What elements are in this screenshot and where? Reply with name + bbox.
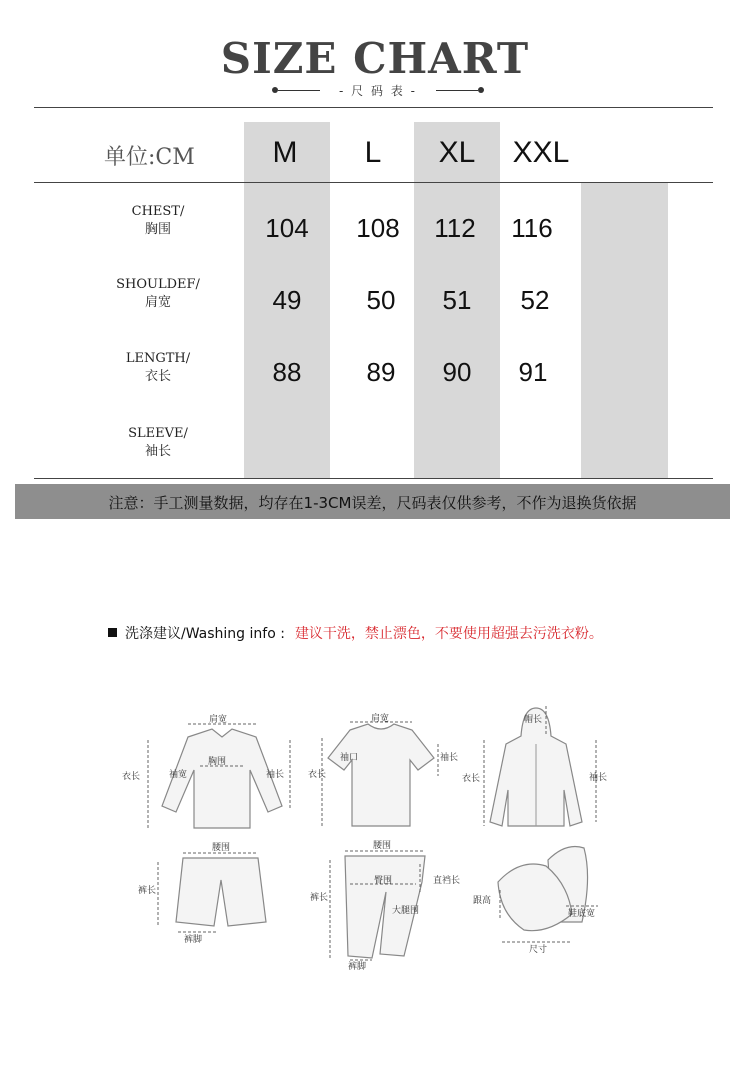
shoes-diagram xyxy=(473,847,598,956)
row-label-cn: 衣长 xyxy=(144,369,171,384)
size-header-m: M xyxy=(272,136,298,169)
hoodie-diagram xyxy=(462,706,607,826)
diagram-label: 裤长 xyxy=(138,886,157,896)
diagram-label: 腰围 xyxy=(212,843,231,853)
measurement-note: 注意：手工测量数据，均存在1-3CM误差，尺码表仅供参考，不作为退换货依据 xyxy=(108,494,637,512)
row-label-en: LENGTH/ xyxy=(125,351,191,366)
shorts-icon xyxy=(176,858,266,926)
table-cell: 89 xyxy=(366,357,396,387)
diagram-label: 帽长 xyxy=(524,715,543,725)
page-subtitle: - 尺 码 表 - xyxy=(339,84,417,98)
diagram-label: 裤长 xyxy=(310,893,329,903)
diagram-label: 肩宽 xyxy=(371,714,390,724)
diagram-label: 臀围 xyxy=(374,876,393,886)
diagram-label: 跟高 xyxy=(473,896,492,906)
diagram-label: 胸围 xyxy=(208,757,227,767)
table-cell: 50 xyxy=(366,285,396,315)
diagram-label: 衣长 xyxy=(122,772,141,782)
tshirt-icon xyxy=(328,724,434,826)
diagram-label: 袖口 xyxy=(340,753,359,763)
table-cell: 108 xyxy=(356,213,400,243)
table-cell: 51 xyxy=(442,285,472,315)
shirt-diagram xyxy=(122,713,290,828)
diagram-label: 裤脚 xyxy=(348,962,367,972)
row-label-cn: 袖长 xyxy=(144,444,171,459)
row-label-cn: 肩宽 xyxy=(144,295,171,310)
table-cell: 91 xyxy=(518,357,548,387)
washing-advice: 建议干洗，禁止漂色，不要使用超强去污洗衣粉。 xyxy=(294,626,603,642)
size-header-xxl: XXL xyxy=(512,136,570,169)
diagram-label: 肩宽 xyxy=(209,715,228,725)
table-cell: 88 xyxy=(272,357,302,387)
tshirt-diagram xyxy=(308,712,458,826)
row-label-en: SHOULDEF/ xyxy=(116,277,200,292)
diagram-label: 袖长 xyxy=(589,773,608,783)
pants-diagram xyxy=(310,840,460,972)
diagram-label: 腰围 xyxy=(373,841,392,851)
page-title: SIZE CHART xyxy=(220,34,530,83)
table-cell: 104 xyxy=(265,213,309,243)
diagram-label: 鞋底宽 xyxy=(568,909,596,919)
row-label-en: SLEEVE/ xyxy=(128,426,188,441)
washing-label: 洗涤建议/Washing info : xyxy=(125,626,285,642)
row-label-cn: 胸围 xyxy=(144,222,171,237)
diagram-label: 衣长 xyxy=(308,770,327,780)
diagram-label: 袖长 xyxy=(440,753,459,763)
diagram-label: 尺寸 xyxy=(529,945,548,955)
shorts-diagram xyxy=(138,842,266,945)
size-header-l: L xyxy=(364,136,382,169)
table-cell: 49 xyxy=(272,285,302,315)
diagram-label: 大腿围 xyxy=(392,906,420,916)
table-cell: 90 xyxy=(442,357,472,387)
diagram-label: 裤脚 xyxy=(184,935,203,945)
table-cell: 116 xyxy=(511,213,553,243)
table-cell: 52 xyxy=(520,285,550,315)
diagram-label: 衣长 xyxy=(462,774,481,784)
size-header-xl: XL xyxy=(438,136,476,169)
diagram-label: 直裆长 xyxy=(433,876,461,886)
row-label-en: CHEST/ xyxy=(131,204,185,219)
table-cell: 112 xyxy=(434,213,476,243)
unit-label: 单位:CM xyxy=(104,145,195,170)
diagram-label: 袖长 xyxy=(266,770,285,780)
diagram-label: 袖宽 xyxy=(169,770,188,780)
